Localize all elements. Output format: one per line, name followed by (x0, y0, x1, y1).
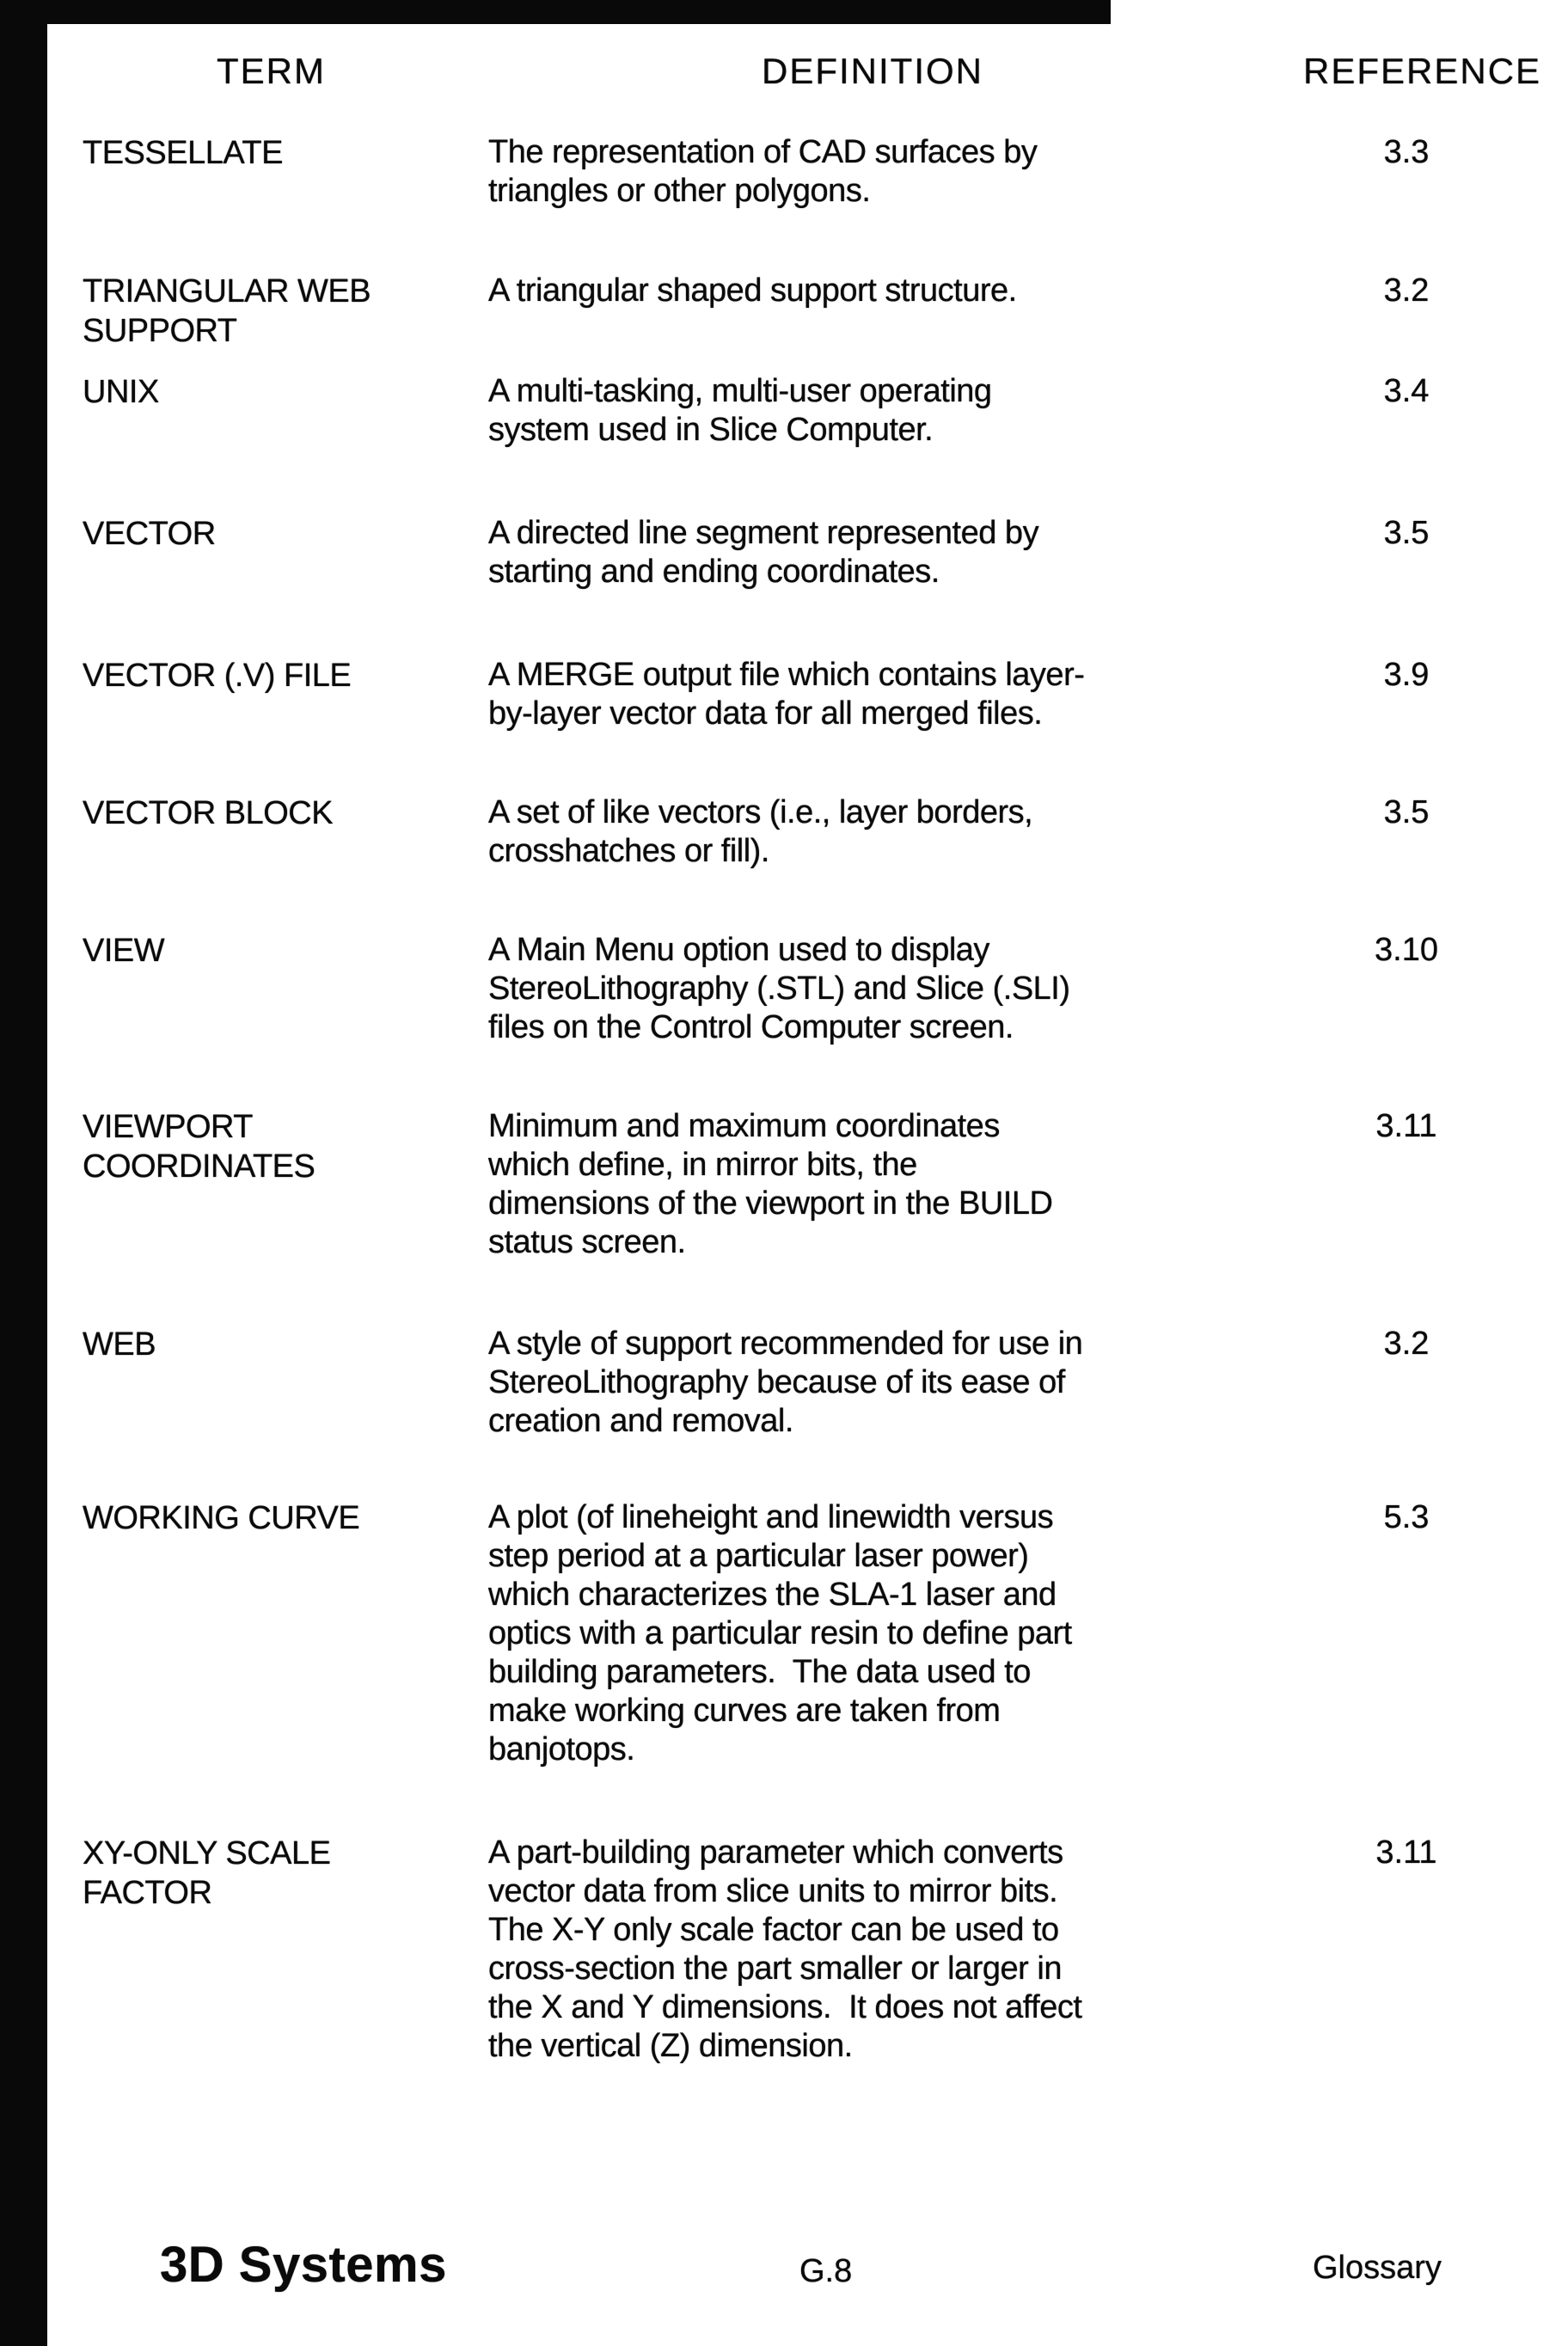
definition-cell: A triangular shaped support structure. (488, 273, 1017, 309)
term-cell: VIEW (83, 933, 165, 969)
definition-cell: A part-building parameter which converts vector data from slice units to mirror bits. The X-Y only scale factor can be used to cross-section the part smaller or larger in the X and Y dimensions. It does not affect the vertical (Z) dimension. (488, 1835, 1082, 2064)
definition-cell: A plot (of lineheight and linewidth versus step period at a particular laser power) which characterizes the SLA-1 laser and optics with a particular resin to define part building parameters. The data used to make working curves are taken from banjotops. (488, 1499, 1072, 1767)
reference-cell: 3.11 (1375, 1108, 1437, 1144)
column-header-term: TERM (217, 51, 326, 91)
scan-edge-artifact-top (0, 0, 1111, 24)
reference-cell: 3.5 (1383, 515, 1430, 551)
definition-cell: A set of like vectors (i.e., layer borders, crosshatches or fill). (488, 794, 1033, 869)
footer-brand: 3D Systems (160, 2237, 447, 2293)
reference-cell: 3.5 (1383, 794, 1430, 830)
term-cell: TESSELLATE (83, 135, 283, 171)
column-header-reference: REFERENCE (1303, 51, 1542, 91)
reference-cell: 3.2 (1383, 1326, 1430, 1362)
definition-cell: A MERGE output file which contains layer- by-layer vector data for all merged files. (488, 657, 1085, 732)
reference-cell: 5.3 (1383, 1499, 1430, 1535)
term-cell: XY-ONLY SCALE FACTOR (83, 1835, 331, 1911)
term-cell: WEB (83, 1326, 156, 1363)
term-cell: VECTOR BLOCK (83, 795, 334, 831)
reference-cell: 3.4 (1383, 373, 1430, 409)
term-cell: UNIX (83, 374, 159, 410)
definition-cell: A multi-tasking, multi-user operating system used in Slice Computer. (488, 373, 992, 448)
term-cell: WORKING CURVE (83, 1500, 360, 1536)
scan-edge-artifact-left (0, 0, 47, 2346)
definition-cell: The representation of CAD surfaces by triangles or other polygons. (488, 134, 1038, 209)
footer-page-number: G.8 (799, 2253, 853, 2289)
footer-section-label: Glossary (1313, 2250, 1442, 2286)
term-cell: VECTOR (83, 516, 216, 552)
definition-cell: A Main Menu option used to display StereoLithography (.STL) and Slice (.SLI) files on the Control Computer screen. (488, 932, 1070, 1045)
column-header-definition: DEFINITION (762, 51, 983, 91)
reference-cell: 3.11 (1375, 1835, 1437, 1871)
reference-cell: 3.2 (1383, 273, 1430, 309)
definition-cell: Minimum and maximum coordinates which define, in mirror bits, the dimensions of the viewport in the BUILD status screen. (488, 1108, 1053, 1260)
term-cell: VECTOR (.V) FILE (83, 658, 352, 694)
definition-cell: A directed line segment represented by starting and ending coordinates. (488, 515, 1039, 590)
reference-cell: 3.3 (1383, 134, 1430, 170)
reference-cell: 3.9 (1383, 657, 1430, 693)
definition-cell: A style of support recommended for use in StereoLithography because of its ease of creation and removal. (488, 1326, 1083, 1439)
reference-cell: 3.10 (1375, 932, 1438, 968)
term-cell: VIEWPORT COORDINATES (83, 1109, 315, 1185)
term-cell: TRIANGULAR WEB SUPPORT (83, 273, 371, 349)
